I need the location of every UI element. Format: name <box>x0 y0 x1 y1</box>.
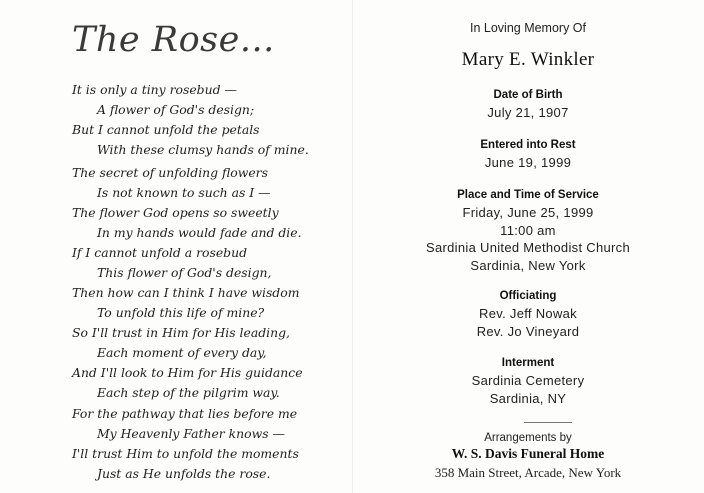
interment-label: Interment <box>501 357 555 369</box>
arrangements-label: Arrangements by <box>484 432 572 444</box>
birth-label: Date of Birth <box>493 89 563 101</box>
poem-line: And I'll look to Him for His guidance <box>72 365 303 380</box>
rest-date: June 19, 1999 <box>484 155 572 170</box>
poem-line: The secret of unfolding flowers <box>72 165 268 180</box>
poem-line: Just as He unfolds the rose. <box>97 466 271 481</box>
service-day: Friday, June 25, 1999 <box>462 205 594 220</box>
poem-line: So I'll trust in Him for His leading, <box>72 325 290 340</box>
funeral-home-name: W. S. Davis Funeral Home <box>451 446 605 461</box>
stanza-2 <box>72 163 302 243</box>
poem-line: Then how can I think I have wisdom <box>72 285 300 300</box>
poem-line: In my hands would fade and die. <box>97 225 302 240</box>
poem-line: Each step of the pilgrim way. <box>97 385 280 400</box>
poem-line: Each moment of every day, <box>97 345 267 360</box>
memory-heading: In Loving Memory Of <box>469 21 586 35</box>
memorial-panel <box>352 0 704 493</box>
officiant-1: Rev. Jeff Nowak <box>479 306 577 321</box>
service-church: Sardinia United Methodist Church <box>426 240 630 255</box>
stanza-3 <box>72 243 299 323</box>
poem-line: If I cannot unfold a rosebud <box>72 245 247 260</box>
poem-line: But I cannot unfold the petals <box>72 122 260 137</box>
service-time: 11:00 am <box>500 223 556 238</box>
divider <box>524 422 572 423</box>
deceased-name: Mary E. Winkler <box>461 49 595 70</box>
officiant-2: Rev. Jo Vineyard <box>476 324 580 339</box>
funeral-home-address: 358 Main Street, Arcade, New York <box>434 465 622 480</box>
poem-line: With these clumsy hands of mine. <box>97 142 309 157</box>
officiating-label: Officiating <box>499 290 557 302</box>
rest-label: Entered into Rest <box>480 139 576 151</box>
service-location: Sardinia, New York <box>470 258 586 273</box>
poem-line: I'll trust Him to unfold the moments <box>72 446 299 461</box>
stanza-5 <box>72 404 299 484</box>
poem-line: For the pathway that lies before me <box>72 406 298 421</box>
stanza-4 <box>72 323 303 403</box>
poem-title: The Rose... <box>72 20 275 60</box>
poem-line: Is not known to such as I — <box>97 185 271 200</box>
poem-line: A flower of God's design; <box>97 102 255 117</box>
poem-line: My Heavenly Father knows — <box>97 426 285 441</box>
stanza-1 <box>72 80 309 160</box>
poem-line: The flower God opens so sweetly <box>72 205 279 220</box>
poem-line: It is only a tiny rosebud — <box>72 82 237 97</box>
poem-line: To unfold this life of mine? <box>97 305 265 320</box>
service-label: Place and Time of Service <box>457 189 599 201</box>
birth-date: July 21, 1907 <box>487 105 569 120</box>
interment-cemetery: Sardinia Cemetery <box>471 373 585 388</box>
interment-location: Sardinia, NY <box>489 391 567 406</box>
poem-line: This flower of God's design, <box>97 265 272 280</box>
